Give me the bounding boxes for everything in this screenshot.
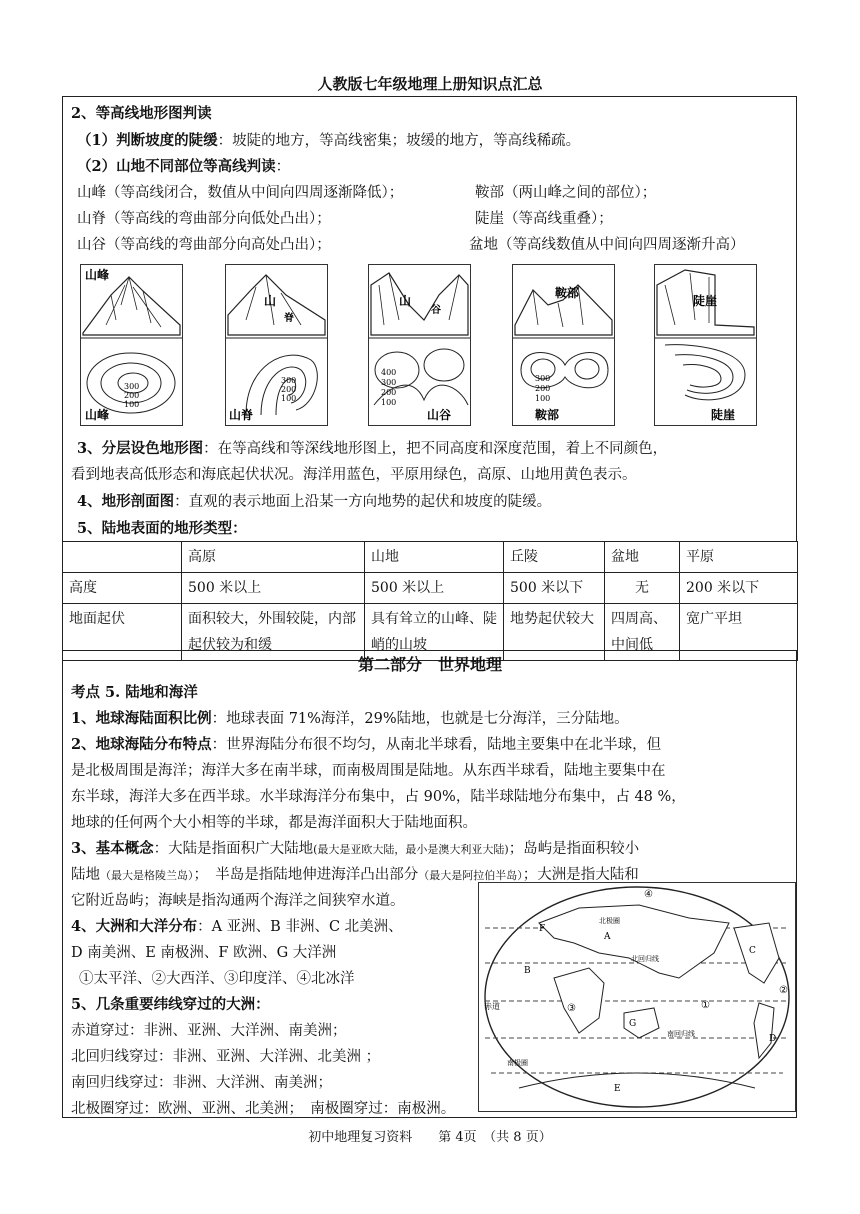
p3-text1b: (最大是亚欧大陆，最小是澳大利亚大陆) xyxy=(313,843,509,856)
figure-valley xyxy=(368,264,471,426)
map-letter-a: A xyxy=(604,932,611,942)
table-header-cell: 丘陵 xyxy=(504,542,605,573)
table-cell: 宽广平坦 xyxy=(680,604,798,661)
basin-desc: 盆地（等高线数值从中间向四周逐渐升高） xyxy=(469,237,745,253)
map-letter-b: B xyxy=(524,966,531,976)
p4-text1: ：A 亚洲、B 非洲、C 北美洲、 xyxy=(197,919,403,935)
p2-line2: 是北极周围是海洋；海洋大多在南半球，而南极周围是陆地。从东西半球看，陆地主要集中在 xyxy=(71,763,666,779)
slope-label: （1）判断坡度的陡缓 xyxy=(77,132,218,149)
map-ocean-4: ④ xyxy=(644,889,653,900)
part-two-title: 第二部分 世界地理 xyxy=(357,655,502,674)
p5-line2: 北回归线穿过：非洲、亚洲、大洋洲、北美洲 ； xyxy=(71,1049,381,1065)
page-title: 人教版七年级地理上册知识点汇总 xyxy=(317,75,543,93)
map-letter-e: E xyxy=(614,1084,621,1094)
p3-text2d: （最大是阿拉伯半岛） xyxy=(418,869,523,882)
ridge-desc: 山脊（等高线的弯曲部分向低处凸出）； xyxy=(77,211,331,227)
p3-text2b: （最大是格陵兰岛） xyxy=(100,869,194,882)
figure-valley-v1: 400 xyxy=(381,368,397,377)
p3-text2e: ；大洲是指大陆和 xyxy=(522,867,639,883)
table-header-cell: 平原 xyxy=(680,542,798,573)
map-letter-g: G xyxy=(629,1019,637,1029)
figure-ridge-label: 山脊 xyxy=(229,408,254,422)
p4-line2: D 南美洲、E 南极洲、F 欧洲、G 大洋洲 xyxy=(71,945,337,961)
page-footer: 初中地理复习资料 第 4页 （共 8 页） xyxy=(308,1130,552,1145)
profile-label: 4、地形剖面图 xyxy=(77,493,175,510)
figure-saddle-title: 鞍部 xyxy=(555,286,580,300)
table-header-cell: 盆地 xyxy=(605,542,680,573)
p3-text1c: ；岛屿是指面积较小 xyxy=(508,841,640,857)
p5-line1: 赤道穿过：非洲、亚洲、大洋洲、南美洲； xyxy=(71,1023,347,1039)
p5-label: 5、几条重要纬线穿过的大洲： xyxy=(71,996,270,1013)
figure-valley-v3: 200 xyxy=(381,388,397,397)
map-label-antarctic: 南极圈 xyxy=(507,1059,528,1067)
table-cell: 面积较大，外围较陡，内部起伏较为和缓 xyxy=(182,604,365,661)
peak-desc: 山峰（等高线闭合，数值从中间向四周逐渐降低）； xyxy=(77,185,404,201)
p3-text2a: 陆地 xyxy=(71,867,100,883)
p1-line xyxy=(71,707,629,728)
table-cell: 高度 xyxy=(63,573,182,604)
layered-map-line2: 看到地表高低形态和海底起伏状况。海洋用蓝色，平原用绿色，高原、山地用黄色表示。 xyxy=(71,467,637,483)
contour-parts-line xyxy=(77,155,290,176)
p3-line1 xyxy=(71,837,639,858)
p5-line3: 南回归线穿过：非洲、大洋洲、南美洲； xyxy=(71,1075,332,1091)
map-ocean-1: ① xyxy=(701,1000,710,1011)
figure-valley-label: 山谷 xyxy=(427,408,452,422)
figure-ridge-v1: 300 xyxy=(281,376,297,385)
p5-line4: 北极圈穿过：欧洲、亚洲、北美洲； 南极圈穿过：南极洲。 xyxy=(71,1101,456,1117)
map-ocean-3: ③ xyxy=(567,1003,576,1014)
figure-cliff-title: 陡崖 xyxy=(693,294,718,308)
layered-text1: ：在等高线和等深线地形图上，把不同高度和深度范围，着上不同颜色， xyxy=(203,441,668,457)
valley-desc: 山谷（等高线的弯曲部分向高处凸出）； xyxy=(77,237,331,253)
table-header-row xyxy=(63,542,798,573)
map-letter-f: F xyxy=(539,924,546,934)
table-cell: 500 米以上 xyxy=(182,573,365,604)
p2-label: 2、地球海陆分布特点 xyxy=(71,736,212,753)
p2-line4: 地球的任何两个大小相等的半球，都是海洋面积大于陆地面积。 xyxy=(71,815,477,831)
parts-colon: ： xyxy=(275,159,291,175)
p1-text: ：地球表面 71%海洋，29%陆地，也就是七分海洋，三分陆地。 xyxy=(211,711,629,727)
profile-line xyxy=(77,490,551,511)
figure-saddle-v1: 300 xyxy=(535,374,551,383)
figure-cliff-label: 陡崖 xyxy=(711,408,736,422)
figure-ridge-title: 山 xyxy=(264,294,277,308)
figure-ridge-v3: 100 xyxy=(281,394,297,403)
p4-line3: ①太平洋、②大西洋、③印度洋、④北冰洋 xyxy=(79,971,355,987)
figure-peak-title: 山峰 xyxy=(85,268,110,282)
heading-contour: 2、等高线地形图判读 xyxy=(71,105,212,122)
map-label-equator: 赤道 xyxy=(484,1002,500,1011)
p3-text1a: ：大陆是指面积广大陆地 xyxy=(153,841,314,857)
map-label-arctic: 北极圈 xyxy=(599,917,620,925)
profile-text: ：直观的表示地面上沿某一方向地势的起伏和坡度的陡缓。 xyxy=(174,494,552,510)
figure-ridge-title2: 脊 xyxy=(284,313,294,324)
table-header-cell xyxy=(63,542,182,573)
parts-label: （2）山地不同部位等高线判读 xyxy=(77,158,276,175)
map-ocean-2: ② xyxy=(779,985,788,996)
figure-peak xyxy=(80,264,183,426)
table-cell: 具有耸立的山峰、陡峭的山坡 xyxy=(365,604,504,661)
p4-label: 4、大洲和大洋分布 xyxy=(71,918,198,935)
figure-peak-label: 山峰 xyxy=(85,408,110,422)
table-cell: 四周高、中间低 xyxy=(605,604,680,661)
figure-peak-v2: 200 xyxy=(124,391,140,400)
layered-label: 3、分层设色地形图 xyxy=(77,440,204,457)
slope-text: ：坡陡的地方，等高线密集；坡缓的地方，等高线稀疏。 xyxy=(217,133,581,149)
map-label-capricorn: 南回归线 xyxy=(667,1030,695,1038)
p2-line1 xyxy=(71,733,661,754)
table-cell: 500 米以上 xyxy=(365,573,504,604)
landform-table xyxy=(62,541,798,661)
contour-slope-line xyxy=(77,129,580,150)
p2-text1: ：世界海陆分布很不均匀，从南北半球看，陆地主要集中在北半球，但 xyxy=(211,737,662,753)
table-header-cell: 山地 xyxy=(365,542,504,573)
figure-saddle-v3: 100 xyxy=(535,394,551,403)
p4-line1 xyxy=(71,915,403,936)
figure-saddle-v2: 200 xyxy=(535,384,551,393)
table-header-cell: 高原 xyxy=(182,542,365,573)
figure-valley-v2: 300 xyxy=(381,378,397,387)
figure-valley-title2: 谷 xyxy=(431,305,441,316)
map-letter-d: D xyxy=(769,1034,777,1044)
figure-valley-v4: 100 xyxy=(381,398,397,407)
p2-line3: 东半球，海洋大多在西半球。水半球海洋分布集中，占 90%，陆半球陆地分布集中，占 48 %， xyxy=(71,789,686,805)
p3-line2 xyxy=(71,863,639,884)
landform-types-heading: 5、陆地表面的地形类型： xyxy=(77,520,247,537)
figure-saddle xyxy=(512,264,615,426)
figure-cliff xyxy=(654,264,757,426)
figure-valley-title: 山 xyxy=(399,294,412,308)
map-letter-c: C xyxy=(749,946,756,956)
figure-peak-v1: 300 xyxy=(124,382,140,391)
p3-label: 3、基本概念 xyxy=(71,840,154,857)
table-row xyxy=(63,573,798,604)
layered-map-line1 xyxy=(77,437,667,458)
figure-peak-v3: 100 xyxy=(124,400,140,409)
cliff-desc: 陡崖（等高线重叠）； xyxy=(475,211,613,227)
table-cell: 500 米以下 xyxy=(504,573,605,604)
p3-line3: 它附近岛屿；海峡是指沟通两个海洋之间狭窄水道。 xyxy=(71,893,405,909)
p1-label: 1、地球海陆面积比例 xyxy=(71,710,212,727)
kd5-title: 考点 5. 陆地和海洋 xyxy=(71,684,198,701)
world-map xyxy=(478,882,796,1112)
p3-text2c: ； 半岛是指陆地伸进海洋凸出部分 xyxy=(193,867,419,883)
map-label-cancer: 北回归线 xyxy=(631,955,659,963)
table-cell: 地势起伏较大 xyxy=(504,604,605,661)
figure-saddle-label: 鞍部 xyxy=(535,408,560,422)
table-cell: 200 米以下 xyxy=(680,573,798,604)
figure-ridge-v2: 200 xyxy=(281,385,297,394)
table-cell: 地面起伏 xyxy=(63,604,182,661)
saddle-desc: 鞍部（两山峰之间的部位）； xyxy=(475,185,657,201)
figure-ridge xyxy=(225,264,328,426)
table-cell: 无 xyxy=(605,573,680,604)
